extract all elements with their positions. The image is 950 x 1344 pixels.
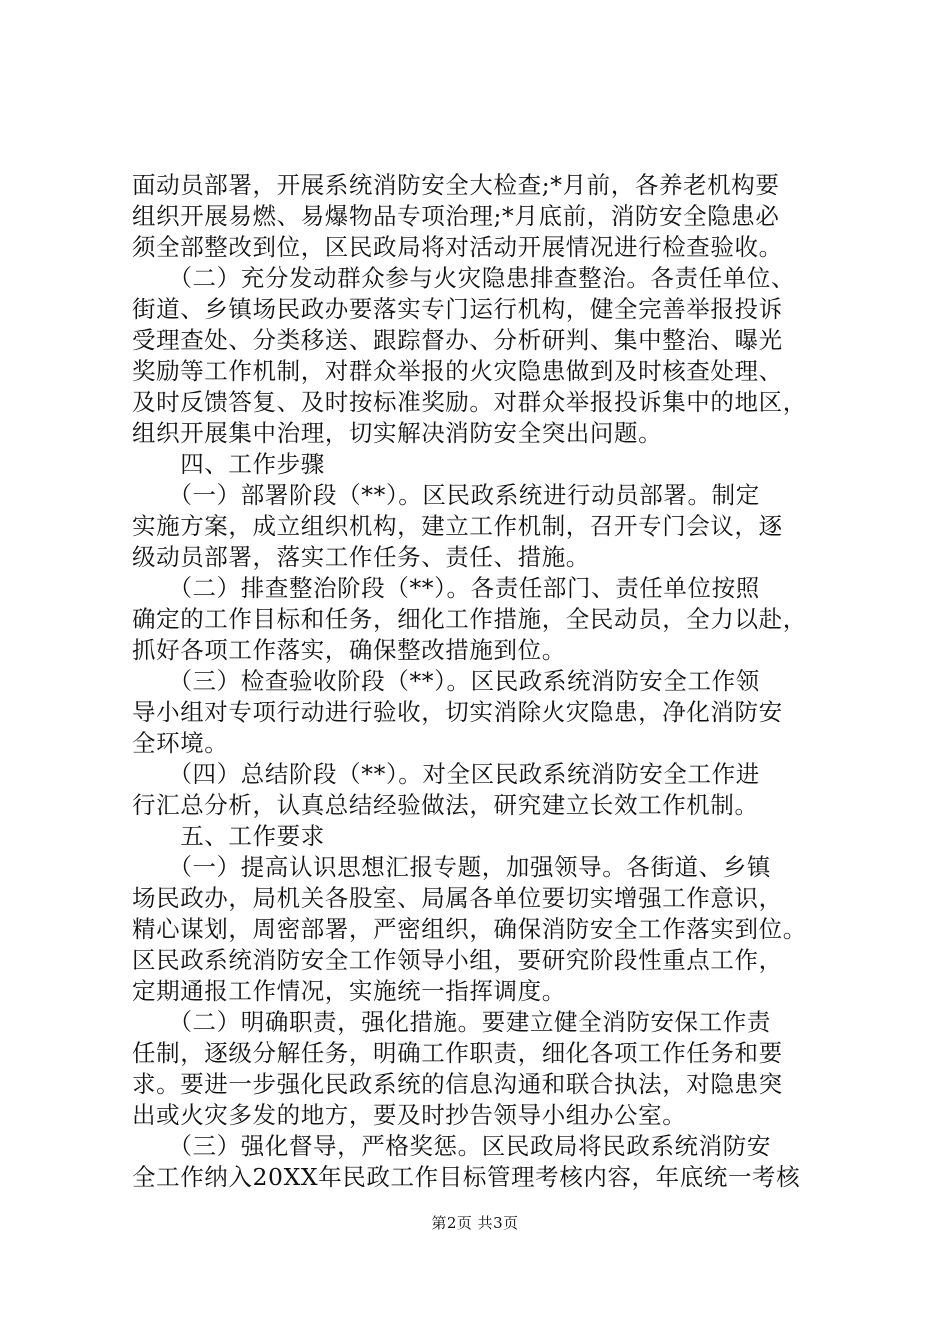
text-line: 区民政系统消防安全工作领导小组，要研究阶段性重点工作， (132, 946, 783, 974)
text-line: 精心谋划，周密部署，严密组织，确保消防安全工作落实到位。 (132, 915, 807, 943)
text-line: 场民政办，局机关各股室、局属各单位要切实增强工作意识， (132, 884, 783, 912)
text-line: 求。要进一步强化民政系统的信息沟通和联合执法，对隐患突 (132, 1070, 783, 1098)
text-line: 须全部整改到位，区民政局将对活动开展情况进行检查验收。 (132, 233, 783, 261)
text-line: 及时反馈答复、及时按标准奖励。对群众举报投诉集中的地区， (132, 388, 807, 416)
text-line: 四、工作步骤 (132, 450, 325, 478)
text-line: 行汇总分析，认真总结经验做法，研究建立长效工作机制。 (132, 791, 759, 819)
text-line: 组织开展易燃、易爆物品专项治理;*月底前，消防安全隐患必 (132, 202, 780, 230)
text-line: 任制，逐级分解任务，明确工作职责，细化各项工作任务和要 (132, 1039, 783, 1067)
text-line: （一）部署阶段（**）。区民政系统进行动员部署。制定 (132, 481, 760, 509)
text-line: 确定的工作目标和任务，细化工作措施，全民动员，全力以赴， (132, 605, 807, 633)
text-line: 受理查处、分类移送、跟踪督办、分析研判、集中整治、曝光 (132, 326, 783, 354)
text-line: 组织开展集中治理，切实解决消防安全突出问题。 (132, 419, 663, 447)
text-line: （二）排查整治阶段（**）。各责任部门、责任单位按照 (132, 574, 760, 602)
text-line: 街道、乡镇场民政办要落实专门运行机构，健全完善举报投诉 (132, 295, 783, 323)
document-body (132, 170, 832, 1193)
text-line: 全工作纳入20XX年民政工作目标管理考核内容，年底统一考核 (132, 1163, 801, 1191)
text-line: （二）明确职责，强化措施。要建立健全消防安保工作责 (132, 1008, 771, 1036)
page-footer: 第2页 共3页 (431, 1214, 519, 1232)
text-line: 定期通报工作情况，实施统一指挥调度。 (132, 977, 566, 1005)
text-line: （三）强化督导，严格奖惩。区民政局将民政系统消防安 (132, 1132, 771, 1160)
text-line: 级动员部署，落实工作任务、责任、措施。 (132, 543, 590, 571)
text-line: （四）总结阶段（**）。对全区民政系统消防安全工作进 (132, 760, 760, 788)
text-line: 实施方案，成立组织机构，建立工作机制，召开专门会议，逐 (132, 512, 783, 540)
text-line: 奖励等工作机制，对群众举报的火灾隐患做到及时核查处理、 (132, 357, 783, 385)
text-line: （三）检查验收阶段（**）。区民政系统消防安全工作领 (132, 667, 760, 695)
text-line: 抓好各项工作落实，确保整改措施到位。 (132, 636, 566, 664)
text-line: 全环境。 (132, 729, 229, 757)
text-line: 出或火灾多发的地方，要及时抄告领导小组办公室。 (132, 1101, 687, 1129)
text-line: （一）提高认识思想汇报专题，加强领导。各街道、乡镇 (132, 853, 771, 881)
text-line: 五、工作要求 (132, 822, 325, 850)
text-line: （二）充分发动群众参与火灾隐患排查整治。各责任单位、 (132, 264, 796, 292)
text-line: 导小组对专项行动进行验收，切实消除火灾隐患，净化消防安 (132, 698, 783, 726)
text-line: 面动员部署，开展系统消防安全大检查;*月前，各养老机构要 (132, 171, 780, 199)
